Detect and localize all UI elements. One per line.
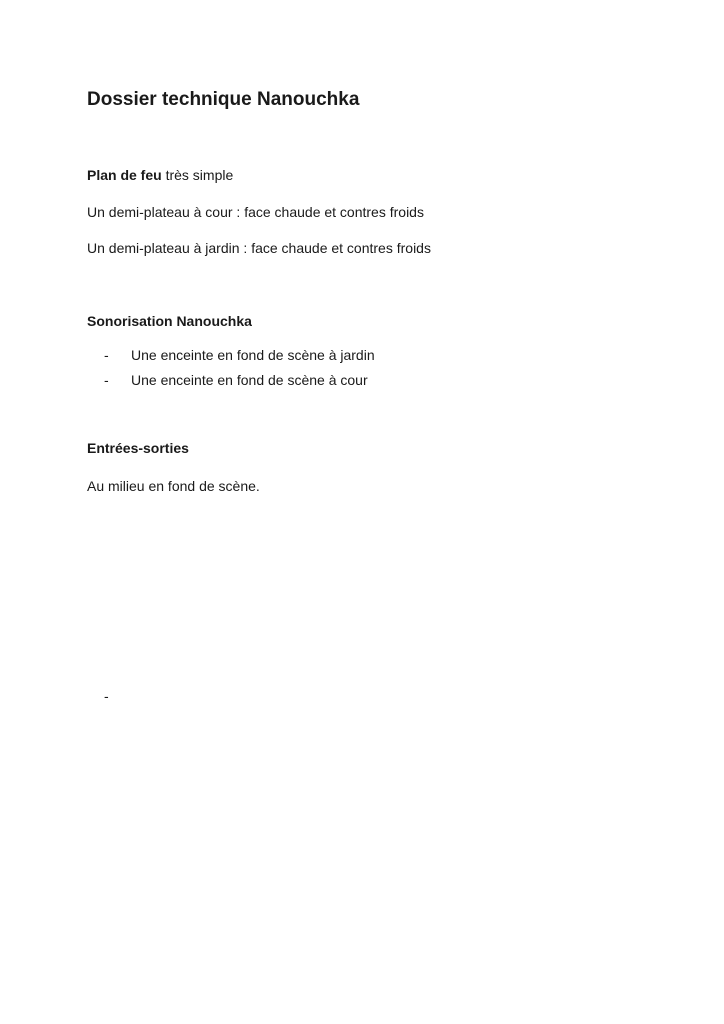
entrances-heading: Entrées-sorties [87, 440, 189, 456]
sound-list-item [104, 347, 375, 363]
lights-heading-rest: très simple [161, 167, 234, 183]
lights-heading [87, 167, 233, 183]
sound-list-item [104, 372, 368, 388]
lights-line-jardin: Un demi-plateau à jardin : face chaude et contres froids [87, 240, 431, 256]
sound-heading: Sonorisation Nanouchka [87, 313, 252, 329]
lights-heading-bold: Plan de feu [87, 167, 162, 183]
sound-item-text: Une enceinte en fond de scène à cour [131, 372, 368, 388]
sound-item-text: Une enceinte en fond de scène à jardin [131, 347, 375, 363]
lights-line-cour: Un demi-plateau à cour : face chaude et contres froids [87, 204, 424, 220]
entrances-text: Au milieu en fond de scène. [87, 478, 260, 494]
document-title: Dossier technique Nanouchka [87, 89, 360, 110]
stray-bullet: - [104, 688, 109, 704]
list-dash: - [104, 347, 109, 363]
list-dash: - [104, 372, 109, 388]
